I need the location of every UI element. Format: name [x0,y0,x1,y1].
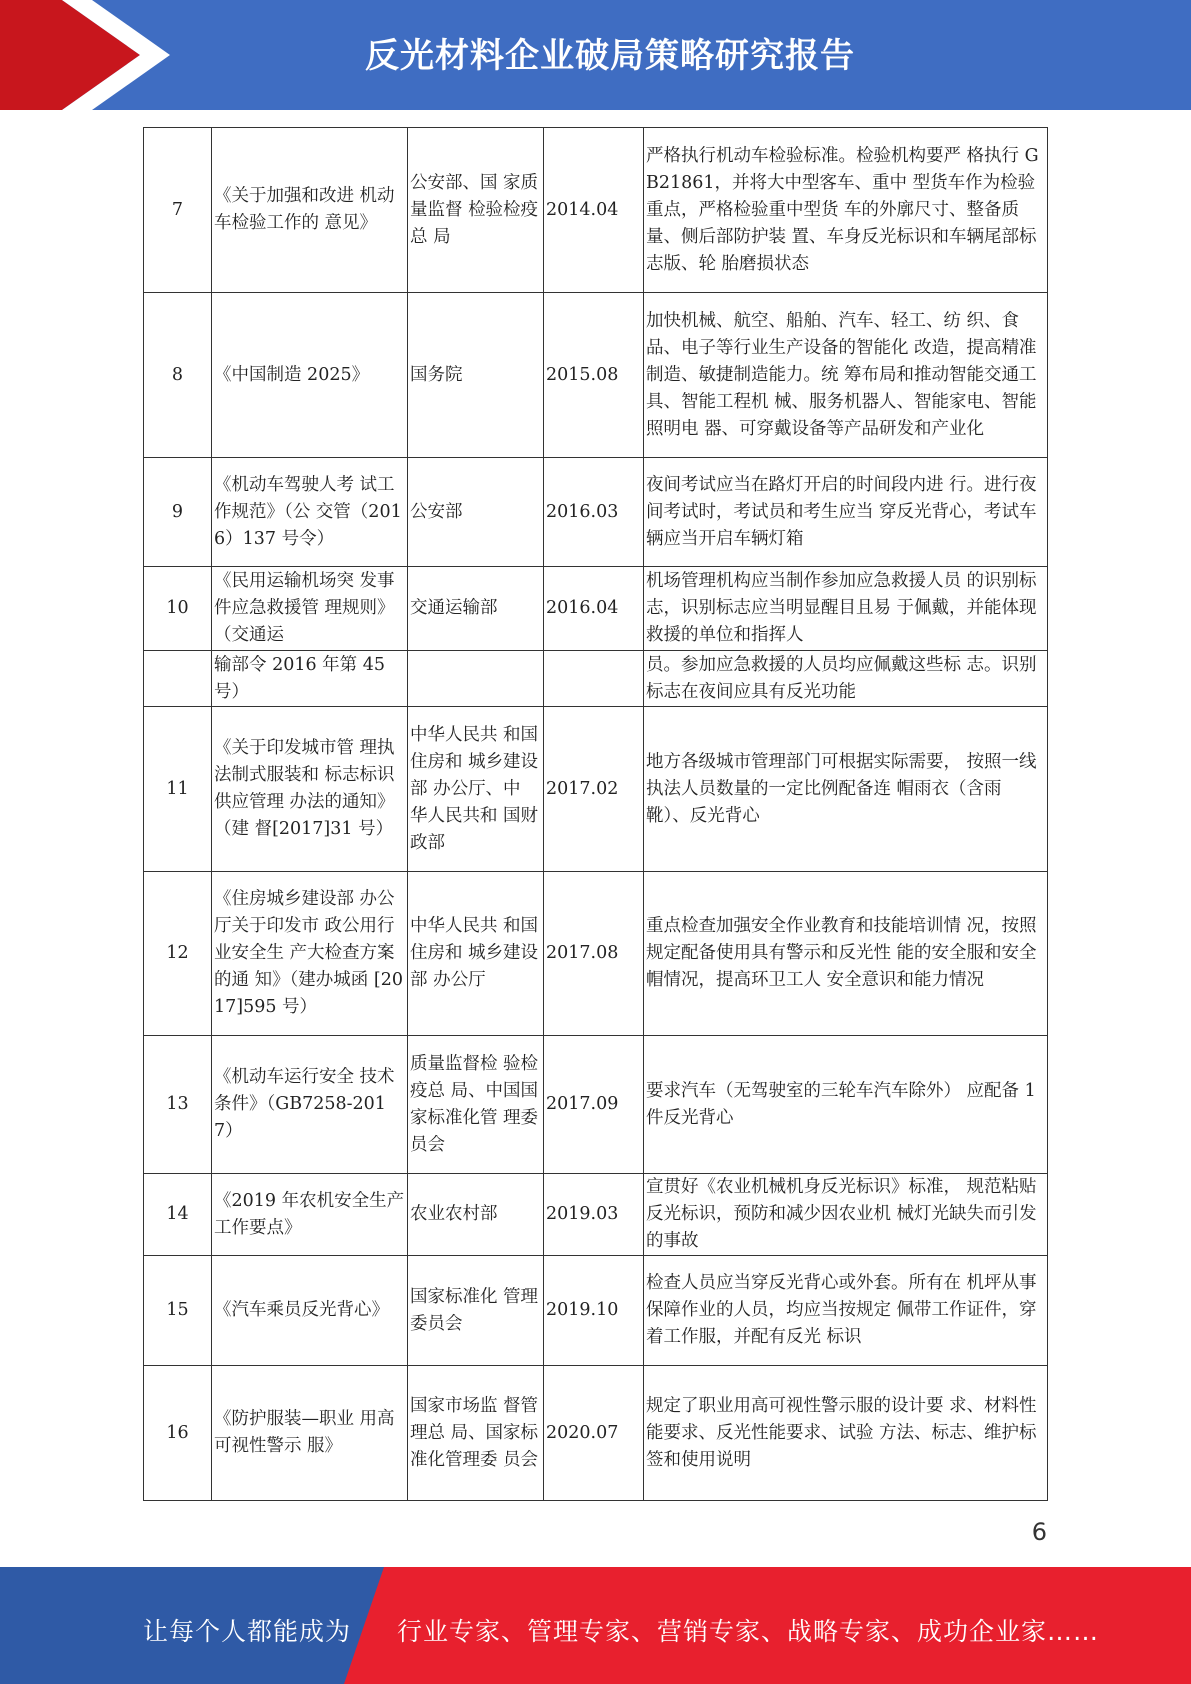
policy-title: 《关于加强和改进 机动车检验工作的 意见》 [212,128,408,293]
policy-content: 严格执行机动车检验标准。检验机构要严 格执行 GB21861，并将大中型客车、重中 型货车作为检验重点，严格检验重中型货 车的外廓尺寸、整备质量、侧后部防护装 置、车身反光标识和车辆尾部标志版、轮 胎磨损状态 [644,128,1048,293]
policy-date: 2014.04 [544,128,644,293]
policy-title: 《机动车运行安全 技术条件》（GB7258-2017） [212,1036,408,1174]
policy-issuer: 国家市场监 督管理总 局、国家标 准化管理委 员会 [408,1366,544,1501]
policy-content: 规定了职业用高可视性警示服的设计要 求、材料性能要求、反光性能要求、试验 方法、标志、维护标签和使用说明 [644,1366,1048,1501]
policy-title: 《住房城乡建设部 办公厅关于印发市 政公用行业安全生 产大检查方案的通 知》（建办城函 [2017]595 号） [212,872,408,1036]
policy-title: 《民用运输机场突 发事件应急救援管 理规则》（交通运 [212,567,408,651]
policy-issuer: 交通运输部 [408,567,544,651]
policy-title: 《机动车驾驶人考 试工作规范》（公 交管（2016）137 号令） [212,458,408,567]
policy-issuer: 中华人民共 和国住房和 城乡建设部 办公厅 [408,872,544,1036]
table-row [144,458,1048,567]
table-row-continuation [144,651,1048,707]
policy-content: 加快机械、航空、船舶、汽车、轻工、纺 织、食品、电子等行业生产设备的智能化 改造，提高精准制造、敏捷制造能力。统 筹布局和推动智能交通工具、智能工程机 械、服务机器人、智能家电、智能照明电 器、可穿戴设备等产品研发和产业化 [644,293,1048,458]
row-number [144,651,212,707]
policy-content: 员。参加应急救援的人员均应佩戴这些标 志。识别标志在夜间应具有反光功能 [644,651,1048,707]
policy-date [544,651,644,707]
table-row [144,293,1048,458]
row-number: 7 [144,128,212,293]
policy-content: 机场管理机构应当制作参加应急救援人员 的识别标志，识别标志应当明显醒目且易 于佩戴，并能体现救援的单位和指挥人 [644,567,1048,651]
policy-table [143,127,1048,1501]
policy-date: 2017.09 [544,1036,644,1174]
policy-date: 2019.03 [544,1174,644,1256]
table-row [144,872,1048,1036]
policy-title: 《关于印发城市管 理执法制式服装和 标志标识供应管理 办法的通知》（建 督[2017]31 号） [212,707,408,872]
policy-title: 《汽车乘员反光背心》 [212,1256,408,1366]
policy-issuer: 国家标准化 管理委员会 [408,1256,544,1366]
policy-title: 输部令 2016 年第 45 号） [212,651,408,707]
row-number: 16 [144,1366,212,1501]
policy-date: 2016.03 [544,458,644,567]
row-number: 13 [144,1036,212,1174]
page-number: 6 [1031,1518,1047,1546]
footer-slogan-right: 行业专家、管理专家、营销专家、战略专家、成功企业家…… [397,1617,1100,1646]
table-row [144,128,1048,293]
row-number: 15 [144,1256,212,1366]
policy-issuer: 质量监督检 验检疫总 局、中国国 家标准化管 理委员会 [408,1036,544,1174]
policy-date: 2017.02 [544,707,644,872]
policy-content: 夜间考试应当在路灯开启的时间段内进 行。进行夜间考试时，考试员和考生应当 穿反光背心，考试车辆应当开启车辆灯箱 [644,458,1048,567]
table-row [144,707,1048,872]
page-header [0,0,1191,110]
policy-title: 《2019 年农机安全生产工作要点》 [212,1174,408,1256]
policy-date: 2019.10 [544,1256,644,1366]
policy-content: 宣贯好《农业机械机身反光标识》标准， 规范粘贴反光标识，预防和减少因农业机 械灯光缺失而引发的事故 [644,1174,1048,1256]
policy-content: 要求汽车（无驾驶室的三轮车汽车除外） 应配备 1 件反光背心 [644,1036,1048,1174]
policy-date: 2016.04 [544,567,644,651]
policy-content: 地方各级城市管理部门可根据实际需要， 按照一线执法人员数量的一定比例配备连 帽雨衣（含雨靴）、反光背心 [644,707,1048,872]
policy-issuer: 国务院 [408,293,544,458]
policy-issuer: 公安部、国 家质量监督 检验检疫总 局 [408,128,544,293]
policy-content: 重点检查加强安全作业教育和技能培训情 况，按照规定配备使用具有警示和反光性 能的安全服和安全帽情况，提高环卫工人 安全意识和能力情况 [644,872,1048,1036]
table-row [144,1174,1048,1256]
policy-title: 《中国制造 2025》 [212,293,408,458]
row-number: 12 [144,872,212,1036]
table-row [144,1256,1048,1366]
row-number: 8 [144,293,212,458]
row-number: 11 [144,707,212,872]
table-row [144,1366,1048,1501]
row-number: 14 [144,1174,212,1256]
footer-slogan-left: 让每个人都能成为 [143,1617,352,1646]
table-row [144,567,1048,651]
policy-date: 2020.07 [544,1366,644,1501]
row-number: 10 [144,567,212,651]
row-number: 9 [144,458,212,567]
policy-issuer [408,651,544,707]
table-row [144,1036,1048,1174]
report-title: 反光材料企业破局策略研究报告 [365,36,855,76]
policy-content: 检查人员应当穿反光背心或外套。所有在 机坪从事保障作业的人员，均应当按规定 佩带工作证件，穿着工作服，并配有反光 标识 [644,1256,1048,1366]
policy-title: 《防护服装—职业 用高可视性警示 服》 [212,1366,408,1501]
policy-issuer: 农业农村部 [408,1174,544,1256]
policy-date: 2017.08 [544,872,644,1036]
policy-issuer: 公安部 [408,458,544,567]
policy-date: 2015.08 [544,293,644,458]
policy-issuer: 中华人民共 和国住房和 城乡建设部 办公厅、中 华人民共和 国财政部 [408,707,544,872]
